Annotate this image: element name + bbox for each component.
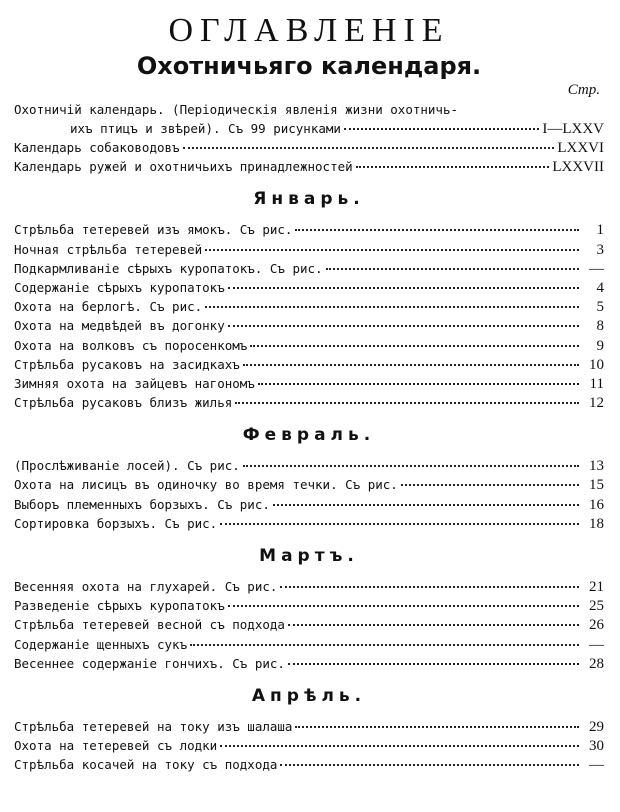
toc-entry-title: Стрѣльба русаковъ на засидкахъ [14,356,240,372]
toc-entry-title: (Прослѣживаніе лосей). Съ рис. [14,458,240,474]
toc-entry-page: 28 [589,655,604,672]
toc-entry-page: 26 [589,617,604,634]
toc-list [14,220,604,412]
toc-entry [14,259,604,278]
toc-entry-title: Выборъ племенныхъ борзыхъ. Съ рис. [14,496,270,512]
toc-entry-title: Стрѣльба русаковъ близъ жилья [14,395,233,411]
toc-list [14,577,604,673]
dot-leader [288,663,579,665]
section-heading: Апрѣль. [251,685,367,706]
toc-entry-title: Календарь собаководовъ [14,140,180,155]
toc-entry-page: 5 [596,299,604,316]
page-title: ОГЛАВЛЕНІЕ [168,12,450,49]
toc-entry-title: Зимняя охота на зайцевъ нагономъ [14,375,255,391]
dot-leader [228,287,579,289]
dot-leader [295,229,579,231]
toc-entry-page: I—LXXV [542,121,604,137]
section-heading: Январь. [253,189,365,210]
toc-list [14,456,604,533]
toc-entry [14,635,604,654]
toc-entry-page: 3 [596,241,604,258]
toc-entry-page: LXXVII [552,159,604,176]
toc-entry-title: Стрѣльба тетеревей на току изъ шалаша [14,718,293,734]
toc-entry-title: Весеннее содержаніе гончихъ. Съ рис. [14,655,285,671]
section-heading: Февраль. [242,425,376,446]
dot-leader [250,345,579,347]
dot-leader [190,644,579,646]
toc-list [14,717,604,775]
toc-entry-title: Подкармливаніе сѣрыхъ куропатокъ. Съ рис. [14,260,323,276]
toc-entry [14,596,604,615]
toc-entry [14,717,604,736]
dot-leader [344,128,539,130]
toc-entry-title: Охота на берлогѣ. Съ рис. [14,299,203,315]
toc-entry [14,456,604,475]
dot-leader [220,745,579,747]
toc-entry-page: — [589,636,604,653]
toc-entry [14,475,604,494]
toc-entry-page: — [589,757,604,774]
dot-leader [280,586,579,588]
toc-entry [14,495,604,514]
toc-entry-title: Стрѣльба косачей на току съ подхода [14,757,278,773]
toc-entry-page: 4 [596,279,604,296]
toc-entry-page: 16 [589,496,604,513]
dot-leader [183,147,555,149]
page-column-label: Стр. [567,82,600,98]
toc-entry-title: Весенняя охота на глухарей. Съ рис. [14,579,278,594]
dot-leader [228,325,579,327]
toc-entry-title: Ночная стрѣльба тетеревей [14,241,203,257]
dot-leader [243,364,579,366]
toc-entry-page: 18 [589,515,604,532]
dot-leader [228,605,579,607]
dot-leader [288,624,579,626]
page-subtitle: Охотничьяго календаря. [136,52,482,80]
dot-leader [220,523,579,525]
dot-leader [205,306,579,308]
toc-entry-intro [14,100,604,138]
toc-entry [14,393,604,412]
toc-entry [14,355,604,374]
dot-leader [258,383,579,385]
dot-leader [273,504,579,506]
toc-sections [14,188,604,774]
toc-entry-title: Календарь ружей и охотничьихъ принадлежностей [14,159,353,175]
toc-entry-page: 1 [596,222,604,239]
toc-entry-title-line2: ихъ птицъ и звѣрей). Съ 99 рисунками [70,121,341,136]
toc-entry [14,336,604,355]
toc-entry-page: LXXVI [557,140,604,156]
toc-entry [14,755,604,774]
toc-entry [14,736,604,755]
toc-entry-page: 21 [589,579,604,595]
toc-entry-title: Охота на медвѣдей въ догонку [14,318,225,334]
toc-entry-title: Разведеніе сѣрыхъ куропатокъ [14,598,225,614]
toc-entry-title: Охота на тетеревей съ лодки [14,738,218,754]
dot-leader [326,268,579,270]
toc-entry-title: Стрѣльба тетеревей весной съ подхода [14,617,285,633]
dot-leader [401,484,579,486]
toc-entry [14,316,604,335]
dot-leader [295,726,579,728]
toc-entry [14,220,604,239]
dot-leader [243,465,579,467]
toc-entry-page: 30 [589,738,604,755]
toc-entry [14,374,604,393]
toc-entry-page: 15 [589,477,604,494]
toc-entry [14,615,604,634]
toc-entry-page: 29 [589,718,604,735]
dot-leader [235,402,579,404]
toc-entry-page: 12 [589,395,604,412]
toc-entry-page: — [589,260,604,277]
section-heading: Мартъ. [259,546,359,566]
dot-leader [356,166,550,168]
toc-entry-page: 11 [589,375,604,392]
toc-entry-page: 9 [596,337,604,354]
toc-entry [14,278,604,297]
toc-entry-page: 25 [589,598,604,615]
toc-entry-title-line1: Охотничій календарь. (Періодическія явленія жизни охотничь- [14,102,459,117]
toc-entry-title: Охота на волковъ съ поросенкомъ [14,337,248,353]
dot-leader [205,249,579,251]
toc-entry [14,514,604,533]
toc-entry-title: Стрѣльба тетеревей изъ ямокъ. Съ рис. [14,222,293,238]
toc-entry-title: Содержаніе щенныхъ сукъ [14,636,188,652]
toc-entry-title: Содержаніе сѣрыхъ куропатокъ [14,279,225,295]
toc-entry-page: 10 [589,356,604,373]
toc-entry-title: Сортировка борзыхъ. Съ рис. [14,515,218,531]
toc-entry-dog-calendar [14,138,604,157]
toc-entry-page: 13 [589,458,604,475]
toc-entry [14,240,604,259]
toc-entry [14,577,604,596]
dot-leader [280,764,579,766]
toc-entry-page: 8 [596,318,604,335]
toc-entry [14,297,604,316]
toc-entry [14,654,604,673]
toc-entry-gun-calendar [14,157,604,176]
toc-entry-title: Охота на лисицъ въ одиночку во время течки. Съ рис. [14,477,398,493]
